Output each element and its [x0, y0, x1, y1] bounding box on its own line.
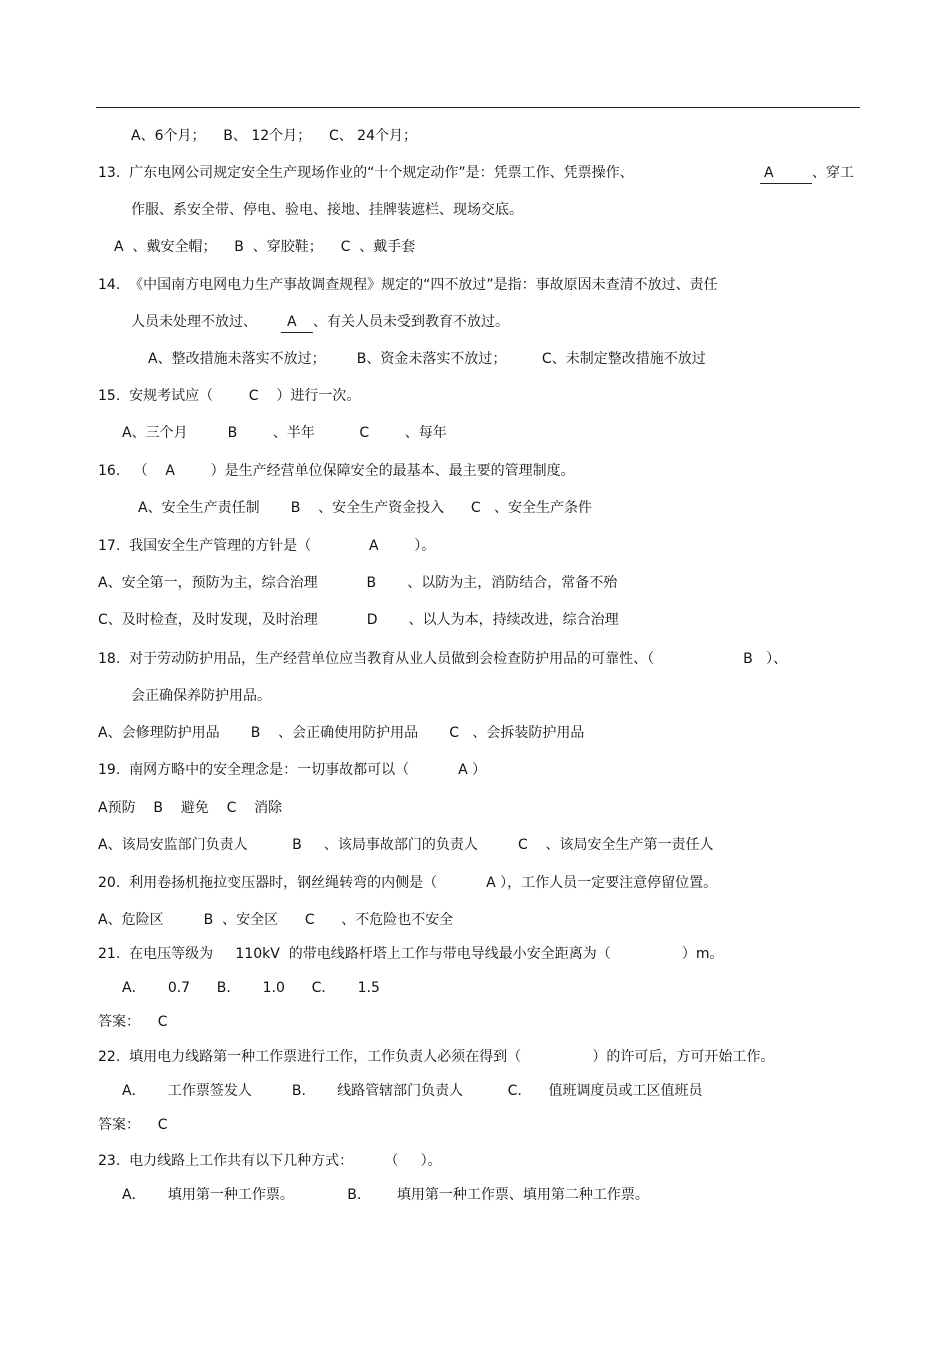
q22-answer: 答案： C	[98, 1117, 168, 1133]
q14-stem-c: 、有关人员未受到教育不放过。	[313, 314, 509, 330]
q13-answer-line	[760, 163, 854, 184]
q14-answer-blank: A	[281, 312, 313, 333]
q22-stem: 22. 填用电力线路第一种工作票进行工作，工作负责人必须在得到（ ）的许可后，方可开始工作。	[98, 1049, 775, 1065]
q19-options-2: A、该局安监部门负责人 B 、该局事故部门的负责人 C 、该局安全生产第一责任人	[98, 837, 714, 853]
q17-stem: 17. 我国安全生产管理的方针是（ A ）。	[98, 538, 436, 554]
q14-options: A、整改措施未落实不放过； B、资金未落实不放过； C、未制定整改措施不放过	[148, 351, 706, 367]
q23-stem: 23. 电力线路上工作共有以下几种方式： （ ）。	[98, 1153, 442, 1169]
q14-stem-b: 人员未处理不放过、	[131, 314, 257, 330]
q15-options: A、三个月 B 、半年 C 、每年	[122, 425, 447, 441]
q12-options: A、6个月； B、 12个月； C、 24个月；	[131, 128, 417, 144]
q23-options: A． 填用第一种工作票。 B. 填用第一种工作票、填用第二种工作票。	[122, 1187, 649, 1203]
q13-stem-line1	[98, 163, 634, 183]
q19-stem: 19. 南网方略中的安全理念是：一切事故都可以（ A ）	[98, 762, 487, 778]
q17-options-1: A、安全第一，预防为主，综合治理 B 、以防为主，消防结合，常备不殆	[98, 575, 618, 591]
q22-options: A． 工作票签发人 B. 线路管辖部门负责人 C. 值班调度员或工区值班员	[122, 1083, 703, 1099]
q13-stem-line2: 作服、系安全带、停电、验电、接地、挂牌装遮栏、现场交底。	[131, 202, 523, 218]
q14-stem-line2	[131, 312, 509, 333]
q20-options: A、危险区 B 、安全区 C 、不危险也不安全	[98, 912, 454, 928]
q14-stem-line1: 14. 《中国南方电网电力生产事故调查规程》规定的“四不放过”是指：事故原因未查清不放过、责任	[98, 277, 718, 293]
q21-answer: 答案： C	[98, 1014, 168, 1030]
q16-options: A、安全生产责任制 B 、安全生产资金投入 C 、安全生产条件	[138, 500, 592, 516]
q13-options: A 、戴安全帽； B 、穿胶鞋； C 、戴手套	[114, 239, 416, 255]
header-rule	[96, 107, 860, 108]
q13-stem-a: 13. 广东电网公司规定安全生产现场作业的“十个规定动作”是：凭票工作、凭票操作、	[98, 165, 634, 181]
q20-stem: 20. 利用卷扬机拖拉变压器时，钢丝绳转弯的内侧是（ A ），工作人员一定要注意停留位置。	[98, 875, 718, 891]
q19-options-1: A预防 B 避免 C 消除	[98, 800, 283, 816]
q13-answer-blank: A	[760, 163, 812, 184]
q15-stem: 15. 安规考试应（ C ）进行一次。	[98, 388, 361, 404]
q13-stem-b: 、穿工	[812, 165, 854, 181]
q17-options-2: C、及时检查，及时发现，及时治理 D 、以人为本，持续改进，综合治理	[98, 612, 619, 628]
q21-stem: 21. 在电压等级为 110kV 的带电线路杆塔上工作与带电导线最小安全距离为（ ）m。	[98, 946, 724, 962]
q18-options: A、会修理防护用品 B 、会正确使用防护用品 C 、会拆装防护用品	[98, 725, 585, 741]
q21-options: A． 0.7 B． 1.0 C． 1.5	[122, 980, 380, 996]
q18-stem-line1: 18. 对于劳动防护用品，生产经营单位应当教育从业人员做到会检查防护用品的可靠性、（ B ）、	[98, 651, 788, 667]
q16-stem: 16. （ A ）是生产经营单位保障安全的最基本、最主要的管理制度。	[98, 463, 575, 479]
q18-stem-line2: 会正确保养防护用品。	[131, 688, 271, 704]
